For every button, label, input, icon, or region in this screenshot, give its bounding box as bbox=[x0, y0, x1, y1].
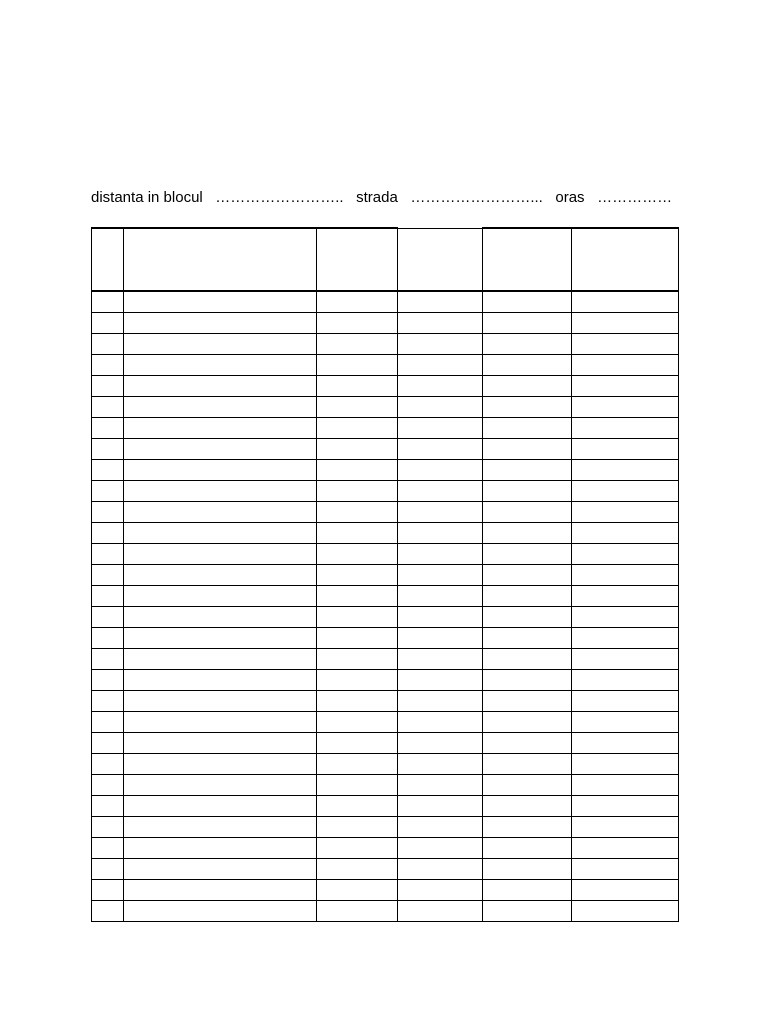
table-cell bbox=[92, 523, 124, 544]
table-cell bbox=[483, 712, 572, 733]
table-cell bbox=[483, 817, 572, 838]
table-cell bbox=[398, 775, 483, 796]
table-cell bbox=[483, 901, 572, 922]
table-cell bbox=[92, 291, 124, 313]
table-row bbox=[92, 397, 679, 418]
table-row bbox=[92, 586, 679, 607]
table-cell bbox=[124, 565, 317, 586]
table-cell bbox=[317, 418, 398, 439]
table-cell bbox=[124, 817, 317, 838]
table-cell bbox=[398, 880, 483, 901]
table-cell bbox=[124, 796, 317, 817]
table-cell bbox=[124, 523, 317, 544]
header-cell-4 bbox=[398, 228, 483, 291]
table-cell bbox=[572, 754, 679, 775]
table-cell bbox=[398, 754, 483, 775]
table-cell bbox=[124, 481, 317, 502]
block-label: distanta in blocul bbox=[91, 189, 203, 206]
table-cell bbox=[572, 313, 679, 334]
table-cell bbox=[92, 334, 124, 355]
header-cell-number bbox=[92, 228, 124, 291]
table-row bbox=[92, 376, 679, 397]
city-label: oras bbox=[555, 189, 585, 206]
table-cell bbox=[398, 670, 483, 691]
table-row bbox=[92, 460, 679, 481]
table-cell bbox=[124, 397, 317, 418]
table-cell bbox=[317, 544, 398, 565]
table-cell bbox=[398, 397, 483, 418]
table-row bbox=[92, 291, 679, 313]
table-cell bbox=[317, 859, 398, 880]
table-cell bbox=[483, 565, 572, 586]
table-row bbox=[92, 565, 679, 586]
table-row bbox=[92, 880, 679, 901]
table-cell bbox=[92, 481, 124, 502]
table-row bbox=[92, 796, 679, 817]
table-cell bbox=[124, 670, 317, 691]
table-cell bbox=[572, 565, 679, 586]
address-line bbox=[91, 188, 681, 208]
table-row bbox=[92, 523, 679, 544]
table-cell bbox=[124, 313, 317, 334]
table-cell bbox=[124, 628, 317, 649]
table-cell bbox=[483, 544, 572, 565]
table-cell bbox=[317, 334, 398, 355]
table-cell bbox=[398, 586, 483, 607]
street-dots-field: ……………………... bbox=[410, 189, 543, 206]
table-cell bbox=[398, 355, 483, 376]
table-row bbox=[92, 775, 679, 796]
table-cell bbox=[92, 544, 124, 565]
table-row bbox=[92, 418, 679, 439]
table-cell bbox=[572, 523, 679, 544]
table-cell bbox=[92, 838, 124, 859]
table-header-row bbox=[92, 228, 679, 291]
table-row bbox=[92, 649, 679, 670]
table-cell bbox=[483, 859, 572, 880]
table-cell bbox=[92, 670, 124, 691]
table-cell bbox=[572, 586, 679, 607]
table-cell bbox=[572, 628, 679, 649]
table-cell bbox=[92, 754, 124, 775]
table-cell bbox=[572, 460, 679, 481]
table-cell bbox=[92, 712, 124, 733]
header-cell-5 bbox=[483, 228, 572, 291]
table-cell bbox=[124, 754, 317, 775]
table-cell bbox=[317, 397, 398, 418]
table-cell bbox=[398, 649, 483, 670]
table-cell bbox=[398, 796, 483, 817]
table-cell bbox=[317, 502, 398, 523]
table-cell bbox=[572, 670, 679, 691]
table-cell bbox=[398, 523, 483, 544]
table-cell bbox=[572, 397, 679, 418]
table-cell bbox=[317, 670, 398, 691]
table-cell bbox=[92, 691, 124, 712]
table-cell bbox=[483, 607, 572, 628]
table-row bbox=[92, 838, 679, 859]
table-cell bbox=[124, 712, 317, 733]
table-cell bbox=[572, 481, 679, 502]
table-cell bbox=[572, 418, 679, 439]
table-cell bbox=[572, 859, 679, 880]
table-cell bbox=[92, 859, 124, 880]
table-cell bbox=[483, 376, 572, 397]
table-cell bbox=[124, 460, 317, 481]
table-cell bbox=[483, 691, 572, 712]
table-row bbox=[92, 502, 679, 523]
table-cell bbox=[124, 334, 317, 355]
table-row bbox=[92, 481, 679, 502]
table-row bbox=[92, 733, 679, 754]
table-cell bbox=[572, 880, 679, 901]
table-cell bbox=[317, 901, 398, 922]
table-cell bbox=[572, 817, 679, 838]
table-cell bbox=[398, 628, 483, 649]
table-row bbox=[92, 901, 679, 922]
table-cell bbox=[92, 565, 124, 586]
table-row bbox=[92, 355, 679, 376]
table-cell bbox=[398, 291, 483, 313]
table-cell bbox=[92, 397, 124, 418]
table-cell bbox=[317, 355, 398, 376]
table-cell bbox=[124, 775, 317, 796]
table-cell bbox=[317, 775, 398, 796]
table-cell bbox=[483, 397, 572, 418]
table-cell bbox=[124, 838, 317, 859]
table-cell bbox=[483, 460, 572, 481]
table-cell bbox=[92, 796, 124, 817]
header-cell-3 bbox=[317, 228, 398, 291]
table-cell bbox=[398, 733, 483, 754]
table-row bbox=[92, 670, 679, 691]
table-cell bbox=[317, 565, 398, 586]
table-cell bbox=[317, 628, 398, 649]
table-cell bbox=[398, 859, 483, 880]
table-cell bbox=[572, 607, 679, 628]
table-cell bbox=[398, 565, 483, 586]
table-cell bbox=[124, 691, 317, 712]
table-row bbox=[92, 817, 679, 838]
table-cell bbox=[92, 313, 124, 334]
table-cell bbox=[398, 607, 483, 628]
table-cell bbox=[124, 439, 317, 460]
table-cell bbox=[398, 901, 483, 922]
city-dots-field: …………… bbox=[597, 189, 673, 206]
table-cell bbox=[398, 376, 483, 397]
table-cell bbox=[572, 712, 679, 733]
table-cell bbox=[124, 649, 317, 670]
table-cell bbox=[317, 313, 398, 334]
table-cell bbox=[124, 859, 317, 880]
table-cell bbox=[398, 544, 483, 565]
header-cell-name bbox=[124, 228, 317, 291]
table-cell bbox=[92, 355, 124, 376]
table-row bbox=[92, 754, 679, 775]
street-label: strada bbox=[356, 189, 398, 206]
table-cell bbox=[398, 439, 483, 460]
table-cell bbox=[483, 502, 572, 523]
table-cell bbox=[483, 418, 572, 439]
table-cell bbox=[483, 586, 572, 607]
table-row bbox=[92, 607, 679, 628]
table-cell bbox=[317, 586, 398, 607]
table-cell bbox=[483, 355, 572, 376]
table-cell bbox=[398, 460, 483, 481]
table-cell bbox=[398, 712, 483, 733]
table-row bbox=[92, 691, 679, 712]
table-cell bbox=[317, 817, 398, 838]
table-cell bbox=[92, 775, 124, 796]
table-cell bbox=[483, 733, 572, 754]
table-cell bbox=[92, 418, 124, 439]
table-cell bbox=[124, 880, 317, 901]
table-cell bbox=[124, 502, 317, 523]
table-cell bbox=[92, 586, 124, 607]
table-cell bbox=[317, 439, 398, 460]
table-cell bbox=[398, 502, 483, 523]
table-cell bbox=[92, 376, 124, 397]
table-cell bbox=[124, 418, 317, 439]
table-cell bbox=[483, 291, 572, 313]
block-dots-field: …………………….. bbox=[215, 189, 344, 206]
table-cell bbox=[92, 502, 124, 523]
table-cell bbox=[398, 838, 483, 859]
table-cell bbox=[572, 691, 679, 712]
table-cell bbox=[124, 291, 317, 313]
table-cell bbox=[572, 544, 679, 565]
table-cell bbox=[572, 796, 679, 817]
table-cell bbox=[483, 313, 572, 334]
table-cell bbox=[483, 439, 572, 460]
table-cell bbox=[483, 880, 572, 901]
table-row bbox=[92, 859, 679, 880]
table-cell bbox=[92, 733, 124, 754]
table-cell bbox=[398, 481, 483, 502]
form-table bbox=[91, 227, 679, 922]
table-cell bbox=[398, 817, 483, 838]
table-cell bbox=[124, 544, 317, 565]
table-cell bbox=[572, 733, 679, 754]
table-row bbox=[92, 439, 679, 460]
table-cell bbox=[572, 649, 679, 670]
table-cell bbox=[124, 376, 317, 397]
table-row bbox=[92, 628, 679, 649]
table-cell bbox=[398, 334, 483, 355]
table-cell bbox=[92, 439, 124, 460]
table-cell bbox=[317, 733, 398, 754]
table-row bbox=[92, 712, 679, 733]
table-cell bbox=[317, 796, 398, 817]
table-cell bbox=[483, 796, 572, 817]
table-cell bbox=[317, 523, 398, 544]
table-row bbox=[92, 313, 679, 334]
table-cell bbox=[317, 712, 398, 733]
table-cell bbox=[483, 628, 572, 649]
table-cell bbox=[124, 733, 317, 754]
table-cell bbox=[317, 481, 398, 502]
table-cell bbox=[572, 775, 679, 796]
table-cell bbox=[124, 586, 317, 607]
table-cell bbox=[572, 334, 679, 355]
table-cell bbox=[572, 291, 679, 313]
table-cell bbox=[483, 649, 572, 670]
table-cell bbox=[124, 355, 317, 376]
table-cell bbox=[317, 691, 398, 712]
table-cell bbox=[92, 628, 124, 649]
table-cell bbox=[483, 754, 572, 775]
table-cell bbox=[483, 481, 572, 502]
table-cell bbox=[572, 838, 679, 859]
table-cell bbox=[317, 754, 398, 775]
table-cell bbox=[92, 880, 124, 901]
table-cell bbox=[483, 334, 572, 355]
table-cell bbox=[92, 460, 124, 481]
table-body bbox=[92, 291, 679, 922]
table-cell bbox=[124, 607, 317, 628]
table-cell bbox=[572, 439, 679, 460]
table-cell bbox=[483, 523, 572, 544]
table-cell bbox=[398, 418, 483, 439]
header-cell-6 bbox=[572, 228, 679, 291]
table-cell bbox=[317, 838, 398, 859]
table-cell bbox=[483, 775, 572, 796]
table-cell bbox=[92, 817, 124, 838]
table-cell bbox=[572, 901, 679, 922]
table-cell bbox=[572, 502, 679, 523]
table-cell bbox=[317, 291, 398, 313]
table-cell bbox=[124, 901, 317, 922]
table-cell bbox=[317, 460, 398, 481]
table-cell bbox=[483, 670, 572, 691]
table-cell bbox=[317, 607, 398, 628]
table-cell bbox=[398, 313, 483, 334]
table-row bbox=[92, 544, 679, 565]
table-cell bbox=[92, 607, 124, 628]
table-cell bbox=[572, 355, 679, 376]
table-cell bbox=[483, 838, 572, 859]
table-cell bbox=[317, 880, 398, 901]
table-cell bbox=[398, 691, 483, 712]
table-cell bbox=[572, 376, 679, 397]
table-row bbox=[92, 334, 679, 355]
table-cell bbox=[92, 901, 124, 922]
table-cell bbox=[317, 649, 398, 670]
table-cell bbox=[317, 376, 398, 397]
table-cell bbox=[92, 649, 124, 670]
